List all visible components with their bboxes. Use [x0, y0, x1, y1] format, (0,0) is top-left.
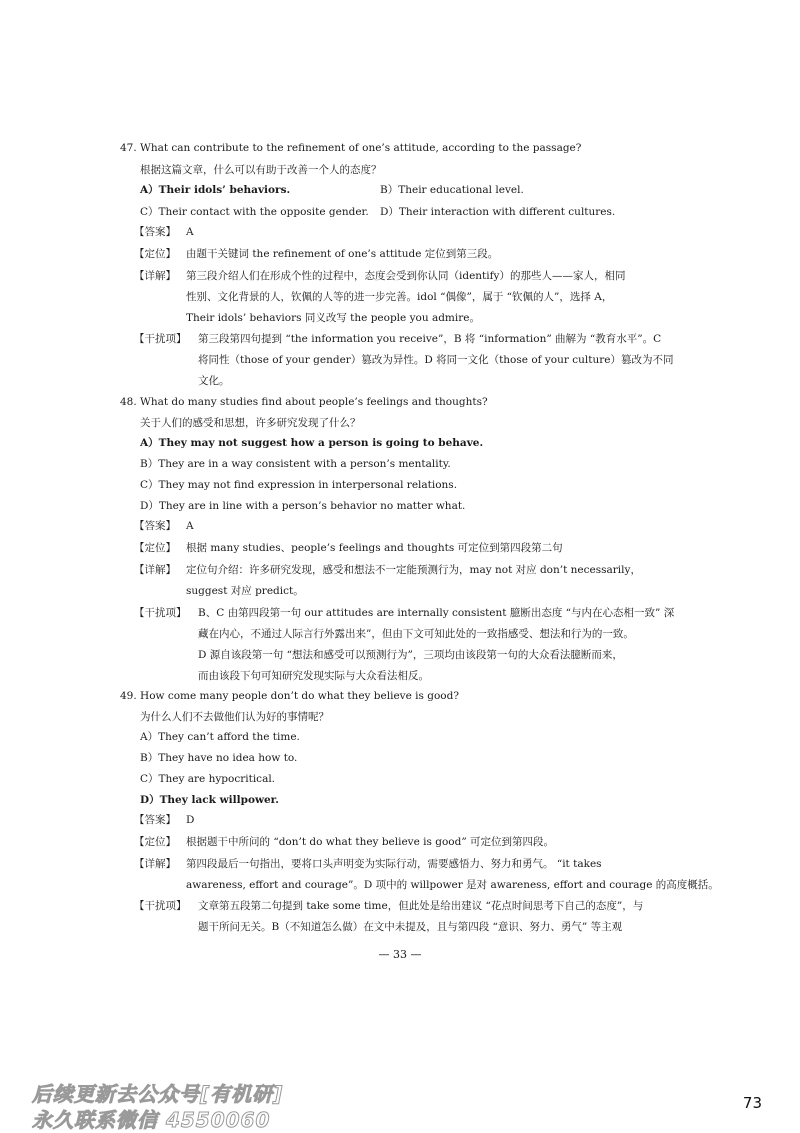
- q47-distractor-tag: 【干扰项】: [134, 333, 187, 345]
- q47-location-tag: 【定位】: [134, 248, 176, 260]
- q47-distractor-line-1: 第三段第四句提到 “the information you receive”，B 将 “information” 曲解为 “教育水平”。C: [198, 333, 662, 345]
- q48-detail-line-1: 定位句介绍：许多研究发现，感受和想法不一定能预测行为，may not 对应 don’t necessarily，: [186, 564, 641, 576]
- q49-distractor-tag: 【干扰项】: [134, 900, 187, 912]
- q48-location-tag: 【定位】: [134, 542, 176, 554]
- q49-option-c: C）They are hypocritical.: [140, 773, 276, 785]
- q48-distractor-tag: 【干扰项】: [134, 607, 187, 619]
- q48-distractor-line-2: 藏在内心，不通过人际言行外露出来”，但由下文可知此处的一致指感受、想法和行为的一致。: [198, 628, 634, 640]
- q48-option-d: D）They are in line with a person’s behavior no matter what.: [140, 500, 466, 512]
- q47-option-b: B）Their educational level.: [380, 184, 524, 196]
- q47-detail-line-1: 第三段介绍人们在形成个性的过程中，态度会受到你认同（identify）的那些人——家人，相同: [186, 270, 626, 282]
- q48-stem-zh: 关于人们的感受和思想，许多研究发现了什么？: [140, 417, 361, 429]
- watermark-line-2: 永久联系微信 4550060: [32, 1108, 271, 1132]
- q48-detail-tag: 【详解】: [134, 564, 176, 576]
- q49-answer: D: [186, 814, 195, 826]
- q48-detail-line-2: suggest 对应 predict。: [186, 585, 304, 597]
- q49-detail-line-2: awareness, effort and courage”。D 项中的 willpower 是对 awareness, effort and courage 的高度概括。: [186, 879, 719, 891]
- q49-detail-line-1: 第四段最后一句指出，要将口头声明变为实际行动，需要感悟力、努力和勇气。 “it takes: [186, 858, 602, 870]
- q48-location: 根据 many studies、people’s feelings and thoughts 可定位到第四段第二句: [186, 542, 563, 554]
- q49-location: 根据题干中所问的 “don’t do what they believe is good” 可定位到第四段。: [186, 836, 555, 848]
- q47-answer-tag: 【答案】: [134, 226, 176, 238]
- q48-answer-tag: 【答案】: [134, 520, 176, 532]
- q47-option-a: A）Their idols’ behaviors.: [140, 184, 291, 196]
- q47-detail-tag: 【详解】: [134, 270, 176, 282]
- q47-stem: 47. What can contribute to the refinement of one’s attitude, according to the passage?: [120, 142, 582, 154]
- q47-option-d: D）Their interaction with different cultures.: [380, 206, 616, 218]
- q49-distractor-line-2: 题干所问无关。B（不知道怎么做）在文中未提及，且与第四段 “意识、努力、勇气” 等主观: [198, 921, 623, 933]
- page-number-corner: 73: [742, 1094, 762, 1112]
- q49-location-tag: 【定位】: [134, 836, 176, 848]
- q48-answer: A: [186, 520, 194, 532]
- q48-option-c: C）They may not find expression in interpersonal relations.: [140, 479, 458, 491]
- watermark-line-1: 后续更新去公众号[有机研]: [32, 1082, 284, 1106]
- q49-answer-tag: 【答案】: [134, 814, 176, 826]
- q48-stem: 48. What do many studies find about people’s feelings and thoughts?: [120, 396, 488, 408]
- q48-distractor-line-1: B、C 由第四段第一句 our attitudes are internally consistent 臆断出态度 “与内在心态相一致” 深: [198, 607, 675, 619]
- q47-detail-line-3: Their idols’ behaviors 同义改写 the people you admire。: [186, 312, 480, 324]
- q49-detail-tag: 【详解】: [134, 858, 176, 870]
- q48-distractor-line-3: D 源自该段第一句 “想法和感受可以预测行为”，三项均由该段第一句的大众看法臆断而来，: [198, 649, 623, 661]
- q48-option-a: A）They may not suggest how a person is going to behave.: [140, 437, 484, 449]
- q47-location: 由题干关键词 the refinement of one’s attitude 定位到第三段。: [186, 248, 499, 260]
- q49-option-b: B）They have no idea how to.: [140, 752, 298, 764]
- q47-answer: A: [186, 226, 194, 238]
- q49-option-d: D）They lack willpower.: [140, 794, 279, 806]
- page-number-center: — 33 —: [378, 948, 422, 961]
- q48-distractor-line-4: 而由该段下句可知研究发现实际与大众看法相反。: [198, 670, 429, 682]
- q49-stem: 49. How come many people don’t do what they believe is good?: [120, 690, 459, 702]
- q49-stem-zh: 为什么人们不去做他们认为好的事情呢？: [140, 711, 329, 723]
- q47-detail-line-2: 性别、文化背景的人，钦佩的人等的进一步完善。idol “偶像”，属于 “钦佩的人”，选择 A，: [186, 291, 613, 303]
- q49-option-a: A）They can’t afford the time.: [140, 731, 300, 743]
- q49-distractor-line-1: 文章第五段第二句提到 take some time，但此处是给出建议 “花点时间思考下自己的态度”，与: [198, 900, 644, 912]
- q47-stem-zh: 根据这篇文章，什么可以有助于改善一个人的态度？: [140, 164, 382, 176]
- q47-distractor-line-2: 将同性（those of your gender）篡改为异性。D 将同一文化（those of your culture）篡改为不同: [198, 354, 674, 366]
- q47-option-c: C）Their contact with the opposite gender.: [140, 206, 369, 218]
- q48-option-b: B）They are in a way consistent with a person’s mentality.: [140, 458, 451, 470]
- q47-distractor-line-3: 文化。: [198, 375, 230, 387]
